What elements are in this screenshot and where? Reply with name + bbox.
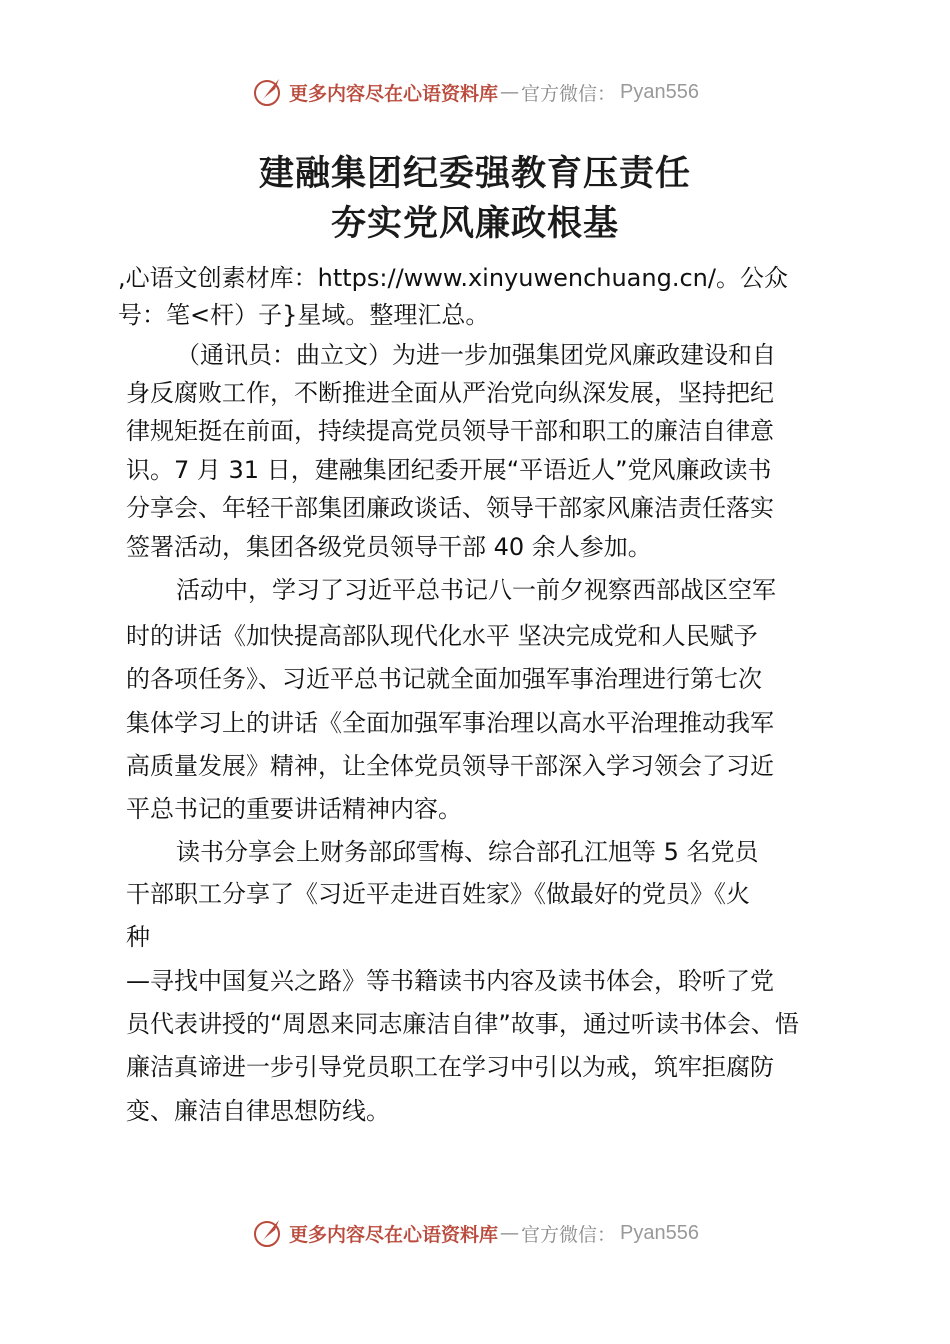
banner-dash: — bbox=[500, 1222, 520, 1244]
body-line: 员代表讲授的“周恩来同志廉洁自律”故事，通过听读书体会、悟 bbox=[126, 1010, 799, 1038]
body-line: 平总书记的重要讲话精神内容。 bbox=[126, 795, 462, 823]
banner-sub-text: 官方微信： bbox=[521, 1223, 617, 1246]
body-line: 变、廉洁自律思想防线。 bbox=[126, 1097, 390, 1125]
body-line: 活动中，学习了习近平总书记八一前夕视察西部战区空军 bbox=[176, 576, 776, 604]
banner-main-text: 更多内容尽在心语资料库 bbox=[289, 1223, 499, 1246]
page-title-line-1: 建融集团纪委强教育压责任 bbox=[258, 153, 691, 194]
body-line: 读书分享会上财务部邱雪梅、综合部孔江旭等 5 名党员 bbox=[176, 838, 759, 866]
body-line: 集体学习上的讲话《全面加强军事治理以高水平治理推动我军 bbox=[126, 709, 774, 737]
banner-wechat-id: Pyan556 bbox=[620, 80, 699, 103]
quill-logo-icon bbox=[251, 1216, 285, 1250]
banner-wechat-id: Pyan556 bbox=[620, 1221, 699, 1244]
body-line: 时的讲话《加快提高部队现代化水平 坚决完成党和人民赋予 bbox=[126, 622, 758, 650]
body-line: 高质量发展》精神，让全体党员领导干部深入学习领会了习近 bbox=[126, 752, 774, 780]
page-title-line-2: 夯实党风廉政根基 bbox=[330, 203, 619, 244]
body-line: 签署活动，集团各级党员领导干部 40 余人参加。 bbox=[126, 533, 652, 561]
banner-dash: — bbox=[500, 81, 520, 103]
body-line: 身反腐败工作，不断推进全面从严治党向纵深发展，坚持把纪 bbox=[126, 379, 774, 407]
body-line: 干部职工分享了《习近平走进百姓家》《做最好的党员》《火 bbox=[126, 880, 750, 908]
header-banner bbox=[0, 72, 950, 112]
body-line: ,心语文创素材库：https://www.xinyuwenchuang.cn/。公众 bbox=[118, 264, 788, 292]
footer-banner bbox=[0, 1213, 950, 1253]
body-line: 识。7 月 31 日，建融集团纪委开展“平语近人”党风廉政读书 bbox=[126, 456, 772, 484]
quill-logo-icon bbox=[251, 75, 285, 109]
body-line: 种 bbox=[126, 923, 150, 951]
body-line: （通讯员：曲立文）为进一步加强集团党风廉政建设和自 bbox=[176, 341, 776, 369]
body-line: 分享会、年轻干部集团廉政谈话、领导干部家风廉洁责任落实 bbox=[126, 494, 774, 522]
body-line: 廉洁真谛进一步引导党员职工在学习中引以为戒，筑牢拒腐防 bbox=[126, 1053, 774, 1081]
body-line: —寻找中国复兴之路》等书籍读书内容及读书体会，聆听了党 bbox=[126, 967, 774, 995]
body-line: 的各项任务》、习近平总书记就全面加强军事治理进行第七次 bbox=[126, 665, 762, 693]
body-line: 律规矩挺在前面，持续提高党员领导干部和职工的廉洁自律意 bbox=[126, 417, 774, 445]
body-line: 号：笔<杆）子}星域。整理汇总。 bbox=[118, 301, 490, 329]
banner-main-text: 更多内容尽在心语资料库 bbox=[289, 82, 499, 105]
banner-sub-text: 官方微信： bbox=[521, 82, 617, 105]
